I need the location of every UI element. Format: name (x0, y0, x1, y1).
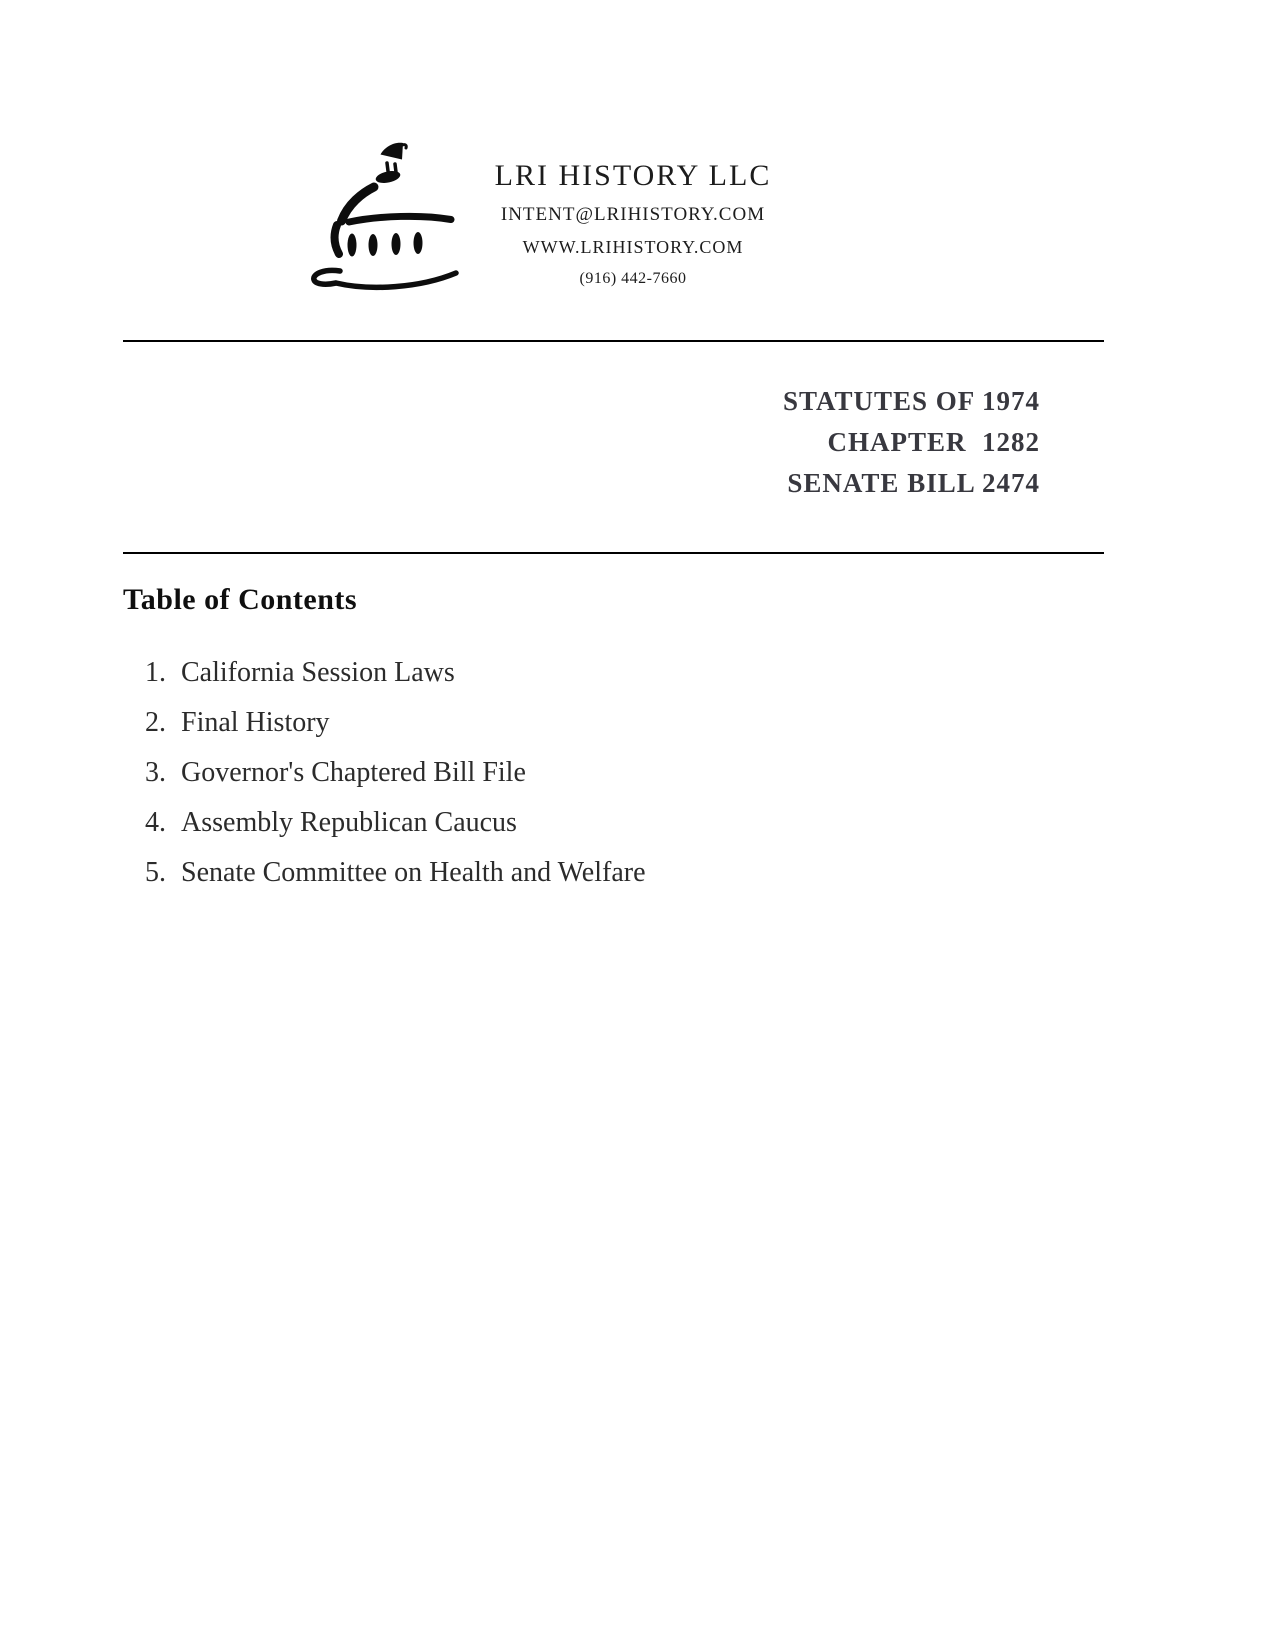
toc-item-number: 2. (145, 707, 166, 738)
toc-item (145, 798, 646, 848)
toc-item (145, 748, 646, 798)
statutes-line-3: SENATE BILL 2474 (787, 468, 1040, 498)
company-email: INTENT@LRIHISTORY.COM (500, 204, 766, 225)
capitol-dome-icon (310, 140, 460, 298)
toc-item-number: 5. (145, 857, 166, 888)
toc-list (145, 648, 646, 898)
statutes-block (783, 381, 1040, 504)
company-phone: (916) 442-7660 (579, 270, 687, 287)
divider-bottom (123, 552, 1104, 554)
toc-item-label: Assembly Republican Caucus (181, 807, 517, 838)
toc-item (145, 648, 646, 698)
toc-item (145, 698, 646, 748)
toc-item (145, 848, 646, 898)
toc-item-label: Senate Committee on Health and Welfare (181, 857, 646, 888)
company-website: WWW.LRIHISTORY.COM (522, 237, 744, 257)
toc-item-label: California Session Laws (181, 657, 455, 688)
toc-item-number: 1. (145, 657, 166, 688)
toc-item-label: Governor's Chaptered Bill File (181, 757, 526, 788)
capitol-dome-logo (310, 140, 460, 298)
statutes-line-1: STATUTES OF 1974 (782, 386, 1040, 416)
toc-item-label: Final History (181, 707, 330, 738)
toc-heading: Table of Contents (123, 583, 358, 616)
company-name: LRI HISTORY LLC (494, 159, 772, 192)
divider-top (123, 340, 1104, 342)
toc-item-number: 4. (145, 807, 166, 838)
letterhead (450, 156, 816, 288)
statutes-line-2: CHAPTER 1282 (827, 427, 1040, 457)
toc-item-number: 3. (145, 757, 166, 788)
